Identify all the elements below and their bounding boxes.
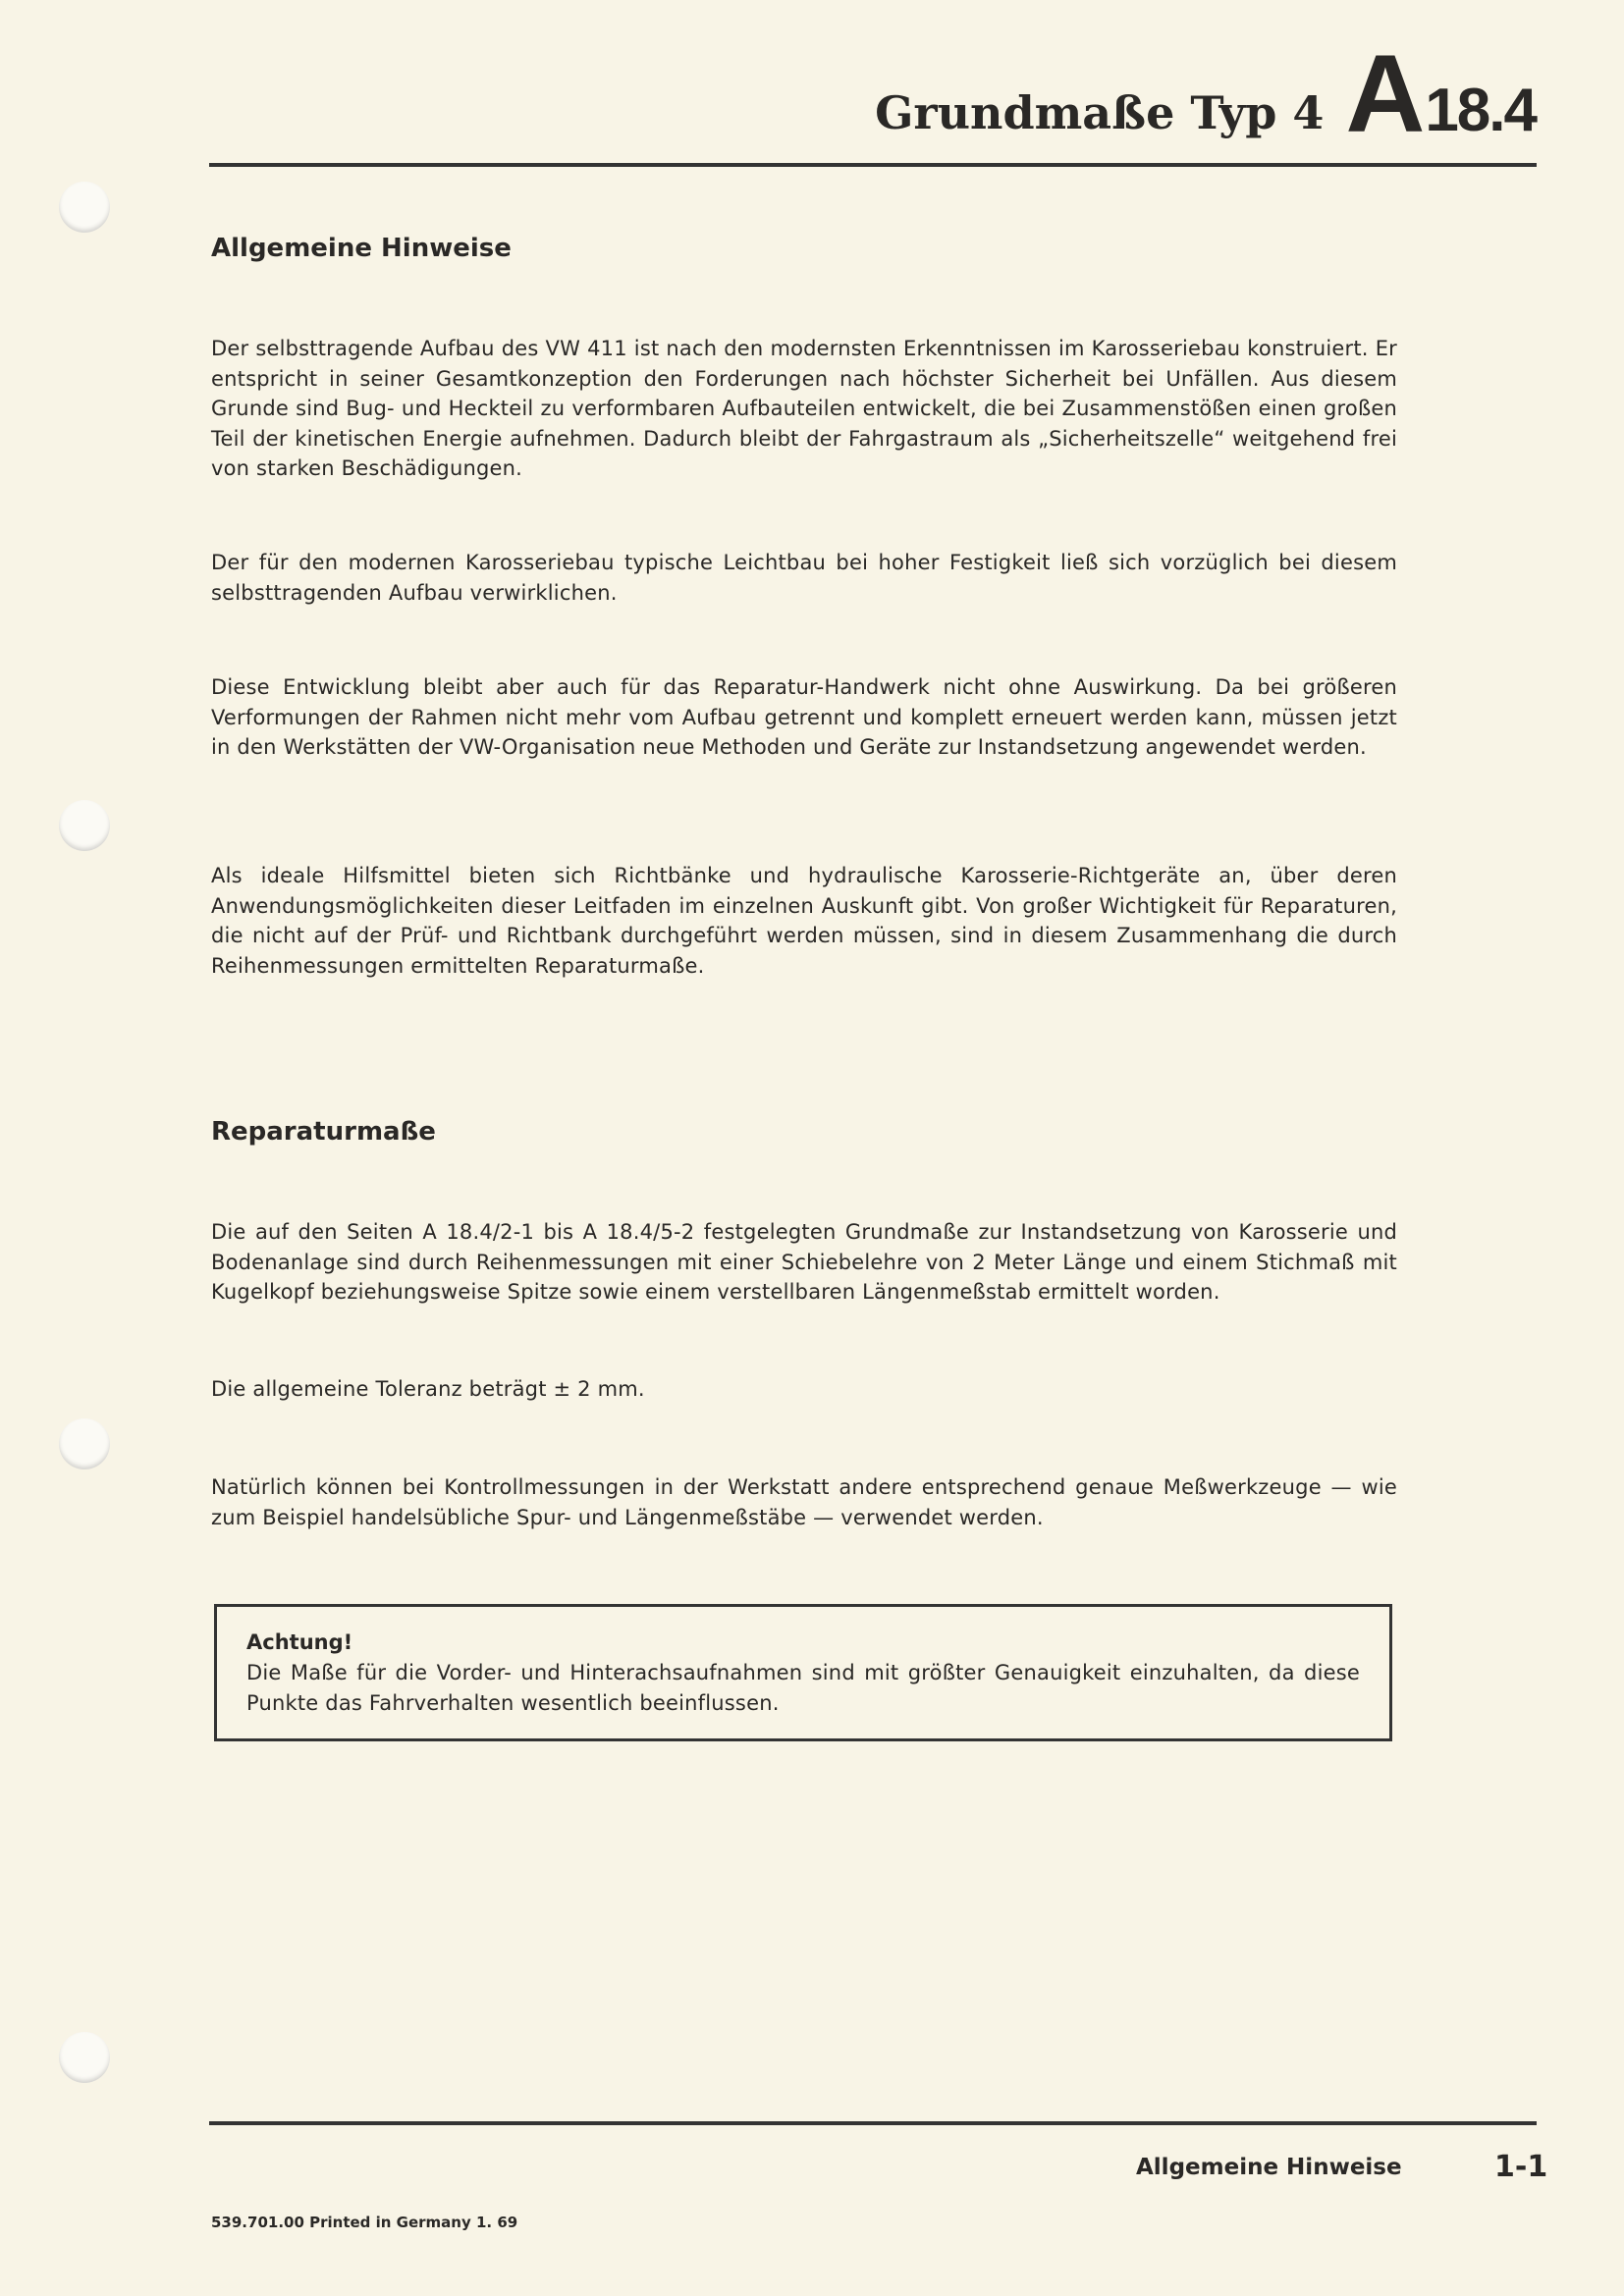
paragraph (211, 334, 1397, 484)
paragraph (211, 1472, 1397, 1532)
notice-heading: Achtung! (246, 1630, 353, 1654)
footer-rule (209, 2121, 1537, 2125)
paragraph-text: Natürlich können bei Kontrollmessungen in der Werkstatt andere entsprechend genaue Meßwerkzeuge — wie zum Beispiel handelsübliche Spur- und Längenmeßstäbe — verwendet werden. (211, 1475, 1397, 1529)
page-number: 1-1 (1494, 2150, 1548, 2184)
section-heading: Reparaturmaße (211, 1117, 436, 1147)
paragraph-text: Die auf den Seiten A 18.4/2-1 bis A 18.4/5-2 festgelegten Grundmaße zur Instandsetzung von Karosserie und Bodenanlage sind durch Reihenmessungen mit einer Schiebelehre von 2 Meter Länge und einem Stichmaß mit Kugelkopf beziehungsweise Spitze sowie einem verstellbaren Längenmeßstab ermittelt worden. (211, 1220, 1397, 1304)
paragraph-text: Als ideale Hilfsmittel bieten sich Richtbänke und hydraulische Karosserie-Richtgeräte an, über deren Anwendungsmöglichkeiten dieser Leitfaden im einzelnen Auskunft gibt. Von großer Wichtigkeit für Reparaturen, die nicht auf der Prüf- und Richtbank durchgeführt werden müssen, sind in diesem Zusammenhang die durch Reihenmessungen ermittelten Reparaturmaße. (211, 864, 1397, 978)
paragraph-text: Diese Entwicklung bleibt aber auch für das Reparatur-Handwerk nicht ohne Auswirkung. Da bei größeren Verformungen der Rahmen nicht mehr vom Aufbau getrennt und komplett erneuert werden kann, müssen jetzt in den Werkstätten der VW-Organisation neue Methoden und Geräte zur Instandsetzung angewendet werden. (211, 675, 1397, 759)
paragraph (211, 861, 1397, 981)
paragraph-text: Der selbsttragende Aufbau des VW 411 ist nach den modernsten Erkenntnissen im Karosseriebau konstruiert. Er entspricht in seiner Gesamtkonzeption den Forderungen nach höchster Sicherheit bei Unfällen. Aus diesem Grunde sind Bug- und Heckteil zu verformbaren Aufbauteilen entwickelt, die bei Zusammenstößen einen großen Teil der kinetischen Energie aufnehmen. Dadurch bleibt der Fahrgastraum als „Sicherheitszelle“ weitgehend frei von starken Beschädigungen. (211, 337, 1397, 480)
page-title: Grundmaße Typ 4 (875, 86, 1325, 139)
paragraph (211, 672, 1397, 763)
page-header (875, 32, 1536, 155)
header-rule (209, 163, 1537, 167)
section-number: 18.4 (1425, 77, 1536, 144)
paragraph (211, 1217, 1397, 1308)
punch-hole (59, 1418, 110, 1469)
notice-box (214, 1604, 1392, 1741)
section-letter: A (1345, 32, 1426, 155)
section-heading: Allgemeine Hinweise (211, 234, 512, 263)
punch-hole (59, 800, 110, 851)
notice-text: Die Maße für die Vorder- und Hinterachsaufnahmen sind mit größter Genauigkeit einzuhalten, da diese Punkte das Fahrverhalten wesentlich beeinflussen. (246, 1661, 1360, 1715)
punch-hole (59, 182, 110, 233)
print-info: 539.701.00 Printed in Germany 1. 69 (211, 2214, 518, 2231)
paragraph (211, 1374, 1397, 1405)
footer-section: Allgemeine Hinweise (1136, 2155, 1402, 2180)
paragraph-text: Die allgemeine Toleranz beträgt ± 2 mm. (211, 1377, 645, 1401)
punch-hole (59, 2032, 110, 2083)
paragraph-text: Der für den modernen Karosseriebau typische Leichtbau bei hoher Festigkeit ließ sich vorzüglich bei diesem selbsttragenden Aufbau verwirklichen. (211, 551, 1397, 605)
paragraph (211, 548, 1397, 608)
